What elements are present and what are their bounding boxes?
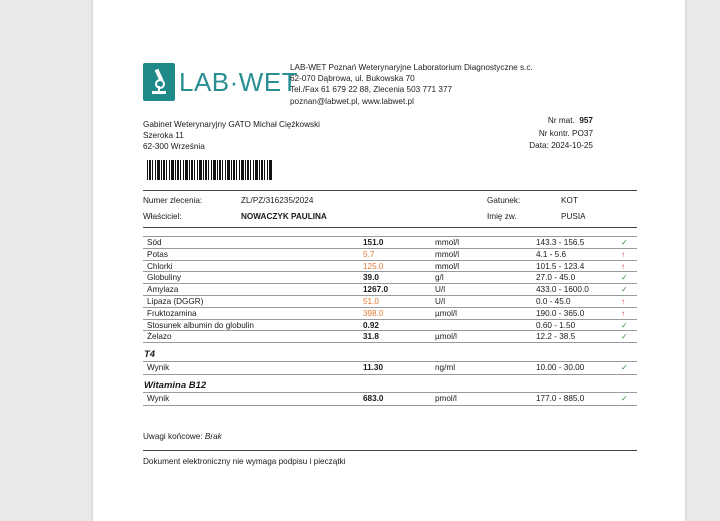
final-notes-value: Brak [204,432,222,441]
test-range: 0.0 - 45.0 [536,296,571,306]
lab-email: poznan@labwet.pl, www.labwet.pl [290,96,414,106]
nr-mat-label: Nr mat. [547,116,575,125]
test-range: 101.5 - 123.4 [536,261,585,271]
electronic-document-note: Dokument elektroniczny nie wymaga podpisu i pieczątki [143,457,346,466]
test-name: Potas [147,249,168,259]
test-name: Chlorki [147,261,173,271]
table-row [143,296,637,308]
check-icon: ✓ [621,285,628,295]
divider [143,450,637,451]
results-table [143,236,637,406]
owner-label: Właściciel: [143,212,182,221]
table-row [143,361,637,375]
nr-mat [493,115,593,128]
test-value: 1267.0 [363,285,389,295]
test-name: Wynik [147,363,170,373]
test-name: Sód [147,238,162,247]
check-icon: ✓ [621,238,628,247]
table-row [143,308,637,320]
test-range: 433.0 - 1600.0 [536,285,589,295]
section-title-t4: T4 [144,349,156,361]
test-range: 4.1 - 5.6 [536,249,567,259]
lab-name: LAB-WET Poznań Weterynaryjne Laboratorium Diagnostyczne s.c. [290,63,533,72]
arrow-up-icon: ↑ [621,261,625,271]
owner-name: NOWACZYK PAULINA [241,212,327,221]
test-unit: pmol/l [435,394,457,404]
final-notes-label: Uwagi końcowe: [143,432,203,441]
table-row [143,261,637,273]
client-street: Szeroka 11 [143,131,184,141]
test-unit: ng/ml [435,363,456,373]
test-unit: mmol/l [435,249,460,259]
client-city: 62-300 Września [143,142,205,152]
test-name: Globuliny [147,273,182,283]
test-name: Stosunek albumin do globulin [147,320,254,330]
order-number-label: Numer zlecenia: [143,196,203,205]
check-icon: ✓ [621,332,628,342]
test-value: 51.0 [363,296,379,306]
test-unit: mmol/l [435,261,460,271]
test-range: 0.60 - 1.50 [536,320,576,330]
test-value: 39.0 [363,273,379,283]
microscope-icon [143,63,175,101]
test-value: 5.7 [363,249,375,259]
client-name: Gabinet Weterynaryjny GATO Michał Ciężkowski [143,120,320,129]
test-range: 12.2 - 38.5 [536,332,576,342]
test-unit: µmol/l [435,332,458,342]
test-range: 27.0 - 45.0 [536,273,576,283]
test-range: 177.0 - 885.0 [536,394,585,404]
test-name: Wynik [147,394,170,404]
pet-name-label: Imię zw. [487,212,517,221]
test-value: 11.30 [363,363,384,373]
species-label: Gatunek: [487,196,521,205]
test-name: Żelazo [147,332,172,342]
barcode [147,160,273,180]
test-name: Amylaza [147,285,179,295]
client-address [143,119,320,153]
test-unit: µmol/l [435,308,458,318]
table-row [143,320,637,332]
lab-info [290,62,533,107]
test-name: Fruktozamina [147,308,197,318]
report-date: Data: 2024-10-25 [529,141,593,150]
table-row [143,236,637,249]
test-value: 398.0 [363,308,384,318]
test-unit: U/l [435,296,446,306]
arrow-up-icon: ↑ [621,249,625,259]
test-value: 683.0 [363,394,384,404]
table-row [143,272,637,284]
arrow-up-icon: ↑ [621,296,625,306]
check-icon: ✓ [621,363,628,373]
lab-address: 62-070 Dąbrowa, ul. Bukowska 70 [290,74,415,84]
check-icon: ✓ [621,394,628,404]
table-row [143,249,637,261]
logo-text: LAB·WET [179,66,299,97]
lab-logo [143,62,298,102]
test-name: Lipaza (DGGR) [147,296,204,306]
test-range: 143.3 - 156.5 [536,238,585,247]
test-unit: mmol/l [435,238,460,247]
check-icon: ✓ [621,320,628,330]
test-value: 0.92 [363,320,379,330]
test-range: 190.0 - 365.0 [536,308,585,318]
table-row [143,331,637,343]
check-icon: ✓ [621,273,628,283]
lab-phone: Tel./Fax 61 679 22 88, Zlecenia 503 771 377 [290,85,453,95]
order-number: ZL/PZ/316235/2024 [241,196,314,205]
pet-name: PUSIA [561,212,586,221]
table-row [143,284,637,296]
test-unit: U/l [435,285,446,295]
test-value: 151.0 [363,238,384,247]
test-value: 125.0 [363,261,384,271]
arrow-up-icon: ↑ [621,308,625,318]
divider [143,227,637,228]
nr-kontr: Nr kontr. PO37 [538,128,593,138]
table-row [143,392,637,406]
report-page [93,0,685,521]
sample-meta [493,115,593,153]
nr-mat-value: 957 [579,116,593,125]
species-value: KOT [561,196,578,205]
section-title-b12: Witamina B12 [144,380,207,392]
final-notes [143,432,222,441]
divider [143,190,637,191]
test-range: 10.00 - 30.00 [536,363,585,373]
test-unit: g/l [435,273,444,283]
test-value: 31.8 [363,332,379,342]
